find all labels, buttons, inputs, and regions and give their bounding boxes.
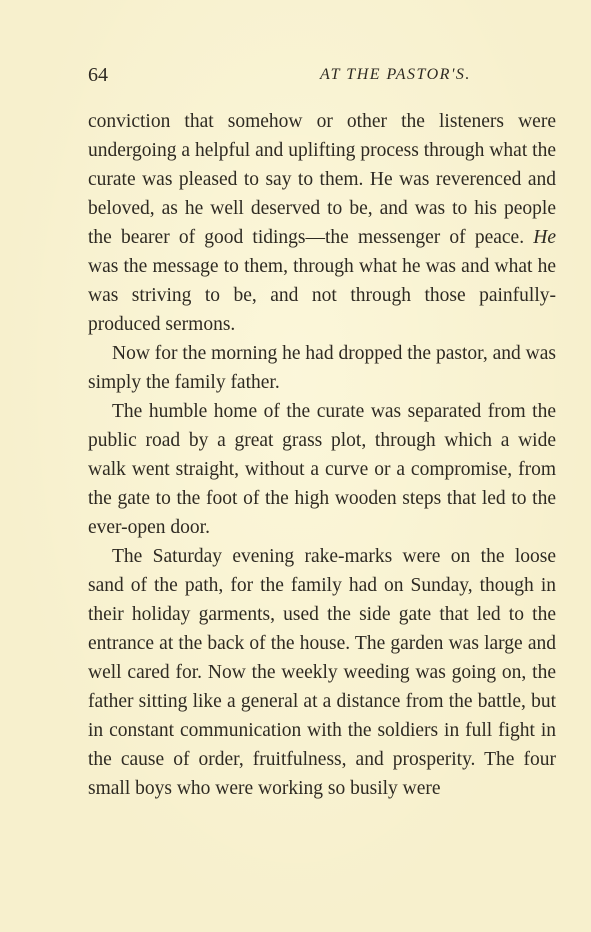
paragraph-text: was the message to them, through what he was and what he was striving to be, and not through those painfully-produced sermons. [88,256,556,335]
paragraph: Now for the morning he had dropped the pastor, and was simply the family father. [88,343,556,393]
body-text [88,107,556,803]
page-header [88,64,558,90]
running-head: AT THE PASTOR'S. [320,66,471,83]
paragraph [88,107,556,339]
paragraph-text: conviction that somehow or other the listeners were undergoing a helpful and uplifting process through what the curate was pleased to say to them. He was reverenced and beloved, as he well deserved to be, and was to his people the bearer of good tidings—the messenger of peace. [88,111,556,248]
emphasized-word: He [533,227,556,248]
page-number: 64 [88,64,108,86]
paragraph: The humble home of the curate was separated from the public road by a great grass plot, through which a wide walk went straight, without a curve or a compromise, from the gate to the foot of the high wooden steps that led to the ever-open door. [88,401,556,538]
paragraph: The Saturday evening rake-marks were on the loose sand of the path, for the family had on Sunday, though in their holiday garments, used the side gate that led to the entrance at the back of the house. The garden was large and well cared for. Now the weekly weeding was going on, the father sitting like a general at a distance from the battle, but in constant communication with the soldiers in full fight in the cause of order, fruitfulness, and prosperity. The four small boys who were working so busily were [88,546,556,799]
